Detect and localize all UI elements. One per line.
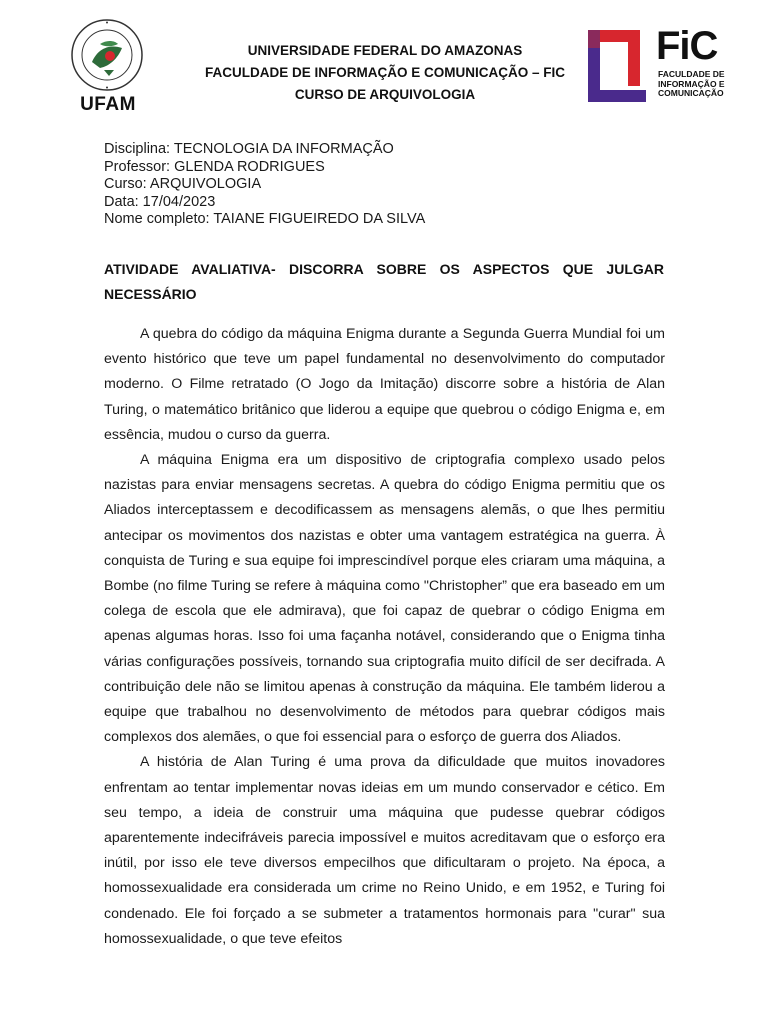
discipline-line: Disciplina: TECNOLOGIA DA INFORMAÇÃO: [104, 141, 394, 157]
paragraph: A quebra do código da máquina Enigma durante a Segunda Guerra Mundial foi um evento histórico que teve um papel fundamental no desenvolvimento do computador moderno. O Filme retratado (O Jogo da Imitação) discorre sobre a história de Alan Turing, o matemático britânico que liderou a equipe que quebrou o código Enigma e, em essência, mudou o curso da guerra.: [104, 326, 665, 443]
paragraph: A máquina Enigma era um dispositivo de criptografia complexo usado pelos nazistas para enviar mensagens secretas. A quebra do código Enigma permitiu que os Aliados interceptassem e decodificassem as mensagens alemãs, o que lhes permitiu antecipar os movimentos dos nazistas e obter uma vantagem estratégica na guerra. À conquista de Turing e sua equipe foi imprescindível porque eles criaram uma máquina, a Bombe (no filme Turing se refere à máquina como "Christopher” que era baseado em um colega de escola que ele admirava), que foi capaz de quebrar o código Enigma em apenas algumas horas. Isso foi uma façanha notável, considerando que o Enigma tinha várias configurações possíveis, tornando sua criptografia muito difícil de ser decifrada. A contribuição dele não se limitou apenas à construção da máquina. Ele também liderou a equipe que trabalhou no desenvolvimento de métodos para quebrar códigos mais complexos dos alemães, o que foi essencial para o esforço de guerra dos Aliados.: [104, 452, 665, 746]
ufam-seal-icon: [70, 18, 144, 92]
assignment-title: ATIVIDADE AVALIATIVA- DISCORRA SOBRE OS ASPECTOS QUE JULGAR NECESSÁRIO: [104, 261, 664, 302]
institution-heading: [180, 40, 590, 106]
document-header: [0, 0, 768, 125]
fic-logo: [584, 26, 734, 112]
ufam-logo: [62, 18, 152, 120]
course-line: Curso: ARQUIVOLOGIA: [104, 176, 262, 192]
fic-mark-icon: [584, 26, 650, 106]
student-info: [104, 141, 664, 229]
professor-line: Professor: GLENDA RODRIGUES: [104, 158, 325, 175]
fic-sub-line: COMUNICAÇÃO: [658, 88, 724, 98]
essay-body: [104, 322, 665, 952]
university-name: UNIVERSIDADE FEDERAL DO AMAZONAS: [247, 43, 523, 58]
name-line: Nome completo: TAIANE FIGUEIREDO DA SILVA: [104, 211, 426, 227]
fic-logo-subtitle: [658, 70, 738, 99]
fic-logo-text: FiC: [656, 24, 718, 68]
faculty-name: FACULDADE DE INFORMAÇÃO E COMUNICAÇÃO – FIC: [205, 65, 565, 80]
fic-sub-line: INFORMAÇÃO E: [658, 78, 725, 89]
date-line: Data: 17/04/2023: [104, 193, 216, 210]
course-name: CURSO DE ARQUIVOLOGIA: [294, 87, 476, 102]
paragraph: A história de Alan Turing é uma prova da dificuldade que muitos inovadores enfrentam ao tentar implementar novas ideias em um mundo conservador e cético. Em seu tempo, a ideia de construir uma máquina que pudesse quebrar códigos aparentemente indecifráveis parecia impossível e muitos acreditavam que o esforço era inútil, por isso ele teve diversos empecilhos que dificultaram o projeto. Na época, a homossexualidade era considerada um crime no Reino Unido, e em 1952, e Turing foi condenado. Ele foi forçado a se submeter a tratamentos hormonais para "curar" sua homossexualidade, o que teve efeitos: [104, 754, 665, 947]
ufam-logo-text: UFAM: [80, 94, 136, 115]
fic-sub-line: FACULDADE DE: [658, 69, 725, 79]
